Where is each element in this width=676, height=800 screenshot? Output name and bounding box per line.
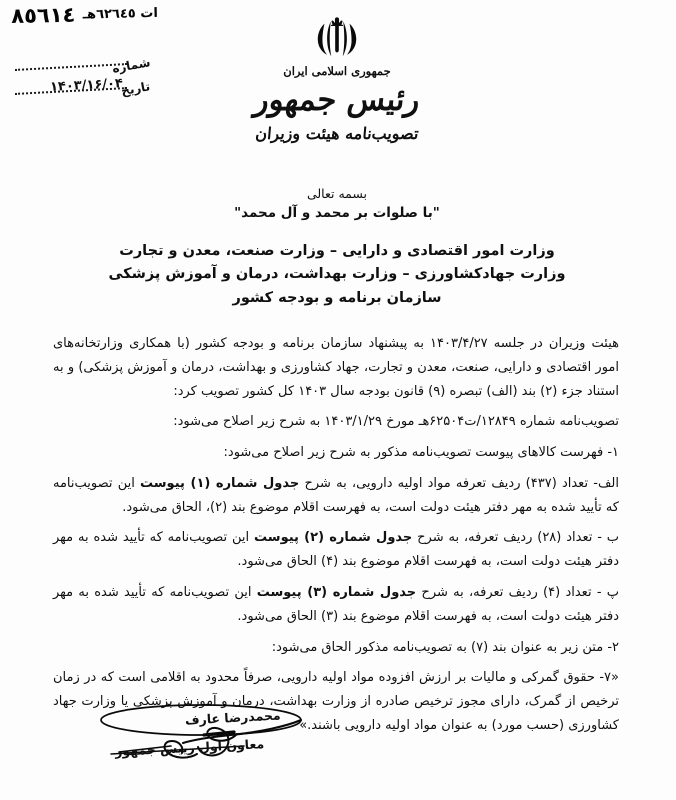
addressee-ministries xyxy=(0,240,676,310)
registration-date-label: تاریخ xyxy=(120,79,152,99)
clause-1-alef-suffix: این تصویب‌نامه که تأیید شده به مهر دفتر هیئت دولت است، به فهرست اقلام موضوع بند (۲)، الحاق می‌شود. xyxy=(54,475,620,515)
signatory-name: محمدرضا عارف xyxy=(185,707,282,728)
iran-emblem-icon xyxy=(312,8,364,60)
clause-2-heading: ۲- متن زیر به عنوان بند (۷) به تصویب‌نامه مذکور الحاق می‌شود: xyxy=(272,639,620,655)
masthead xyxy=(0,5,676,143)
stamp-reference: ات ٦٢٦٤٥هـ xyxy=(83,5,159,23)
ministry-line-1: وزارت امور اقتصادی و دارایی – وزارت صنعت، معدن و تجارت xyxy=(120,243,556,259)
handwritten-signature xyxy=(50,698,350,776)
stamp-incoming-number: ٨٥٦١٤ xyxy=(12,2,77,28)
clause-1-pe-prefix: پ - تعداد (۴) ردیف تعرفه، به شرح xyxy=(417,585,620,601)
clause-1-heading: ۱- فهرست کالاهای پیوست تصویب‌نامه مذکور به شرح زیر اصلاح می‌شود: xyxy=(224,445,620,461)
registration-number-label: شماره xyxy=(111,55,152,76)
preamble-paragraph: هیئت وزیران در جلسه ۱۴۰۳/۴/۲۷ به پیشنهاد سازمان برنامه و بودجه کشور (با همکاری وزارتخانه‌های امور اقتصادی و دارایی، صنعت، معدن و تجارت، جهاد کشاورزی و بهداشت، درمان و آموزش پزشکی) و به استناد جزء (۲) بند (الف) تبصره (۹) قانون بودجه سال ۱۴۰۳ کل کشور تصویب کرد: xyxy=(54,336,620,399)
salavat-line: "با صلوات بر محمد و آل محمد" xyxy=(235,205,441,221)
document-kind: تصویب‌نامه هیئت وزیران xyxy=(255,123,421,143)
invocation-block xyxy=(0,186,676,221)
document-body xyxy=(54,332,620,738)
clause-1-be-suffix: این تصویب‌نامه که تأیید شده به مهر دفتر هیئت دولت است، به فهرست اقلام موضوع بند (۴) الحاق می‌شود. xyxy=(54,530,620,570)
clause-1-alef-emphasis: جدول شماره (۱) پیوست xyxy=(141,475,301,491)
clause-1-be xyxy=(54,526,620,574)
signatory-title: معاون اول رییس جمهور xyxy=(115,736,266,759)
besmeh-taala: بسمه تعالی xyxy=(307,186,369,201)
clause-1-be-emphasis: جدول شماره (۲) پیوست xyxy=(255,530,414,546)
ministry-line-3: سازمان برنامه و بودجه کشور xyxy=(233,289,443,306)
registration-date-value: ۱۴۰۳/۱۶/۰۴ xyxy=(50,76,125,95)
office-title: رئیس جمهور xyxy=(253,82,423,118)
clause-1-pe xyxy=(54,581,620,629)
clause-1-pe-suffix: این تصویب‌نامه که تأیید شده به مهر دفتر هیئت دولت است، به فهرست اقلام موضوع بند (۳) الحاق می‌شود. xyxy=(54,585,620,624)
clause-1-be-prefix: ب - تعداد (۲۸) ردیف تعرفه، به شرح xyxy=(413,530,621,546)
ministry-line-2: وزارت جهادکشاورزی – وزارت بهداشت، درمان و آموزش پزشکی xyxy=(109,266,567,283)
clause-1-alef xyxy=(54,472,620,520)
signature-block xyxy=(0,702,676,782)
decree-reference-paragraph: تصویب‌نامه شماره ۱۲۸۴۹/ت۶۲۵۰۴هـ مورخ ۱۴۰۳/۱/۲۹ به شرح زیر اصلاح می‌شود: xyxy=(174,414,620,430)
clause-1-pe-emphasis: جدول شماره (۳) پیوست xyxy=(257,585,418,601)
clause-1-alef-prefix: الف- تعداد (۴۳۷) ردیف تعرفه مواد اولیه دارویی، به شرح xyxy=(300,475,620,491)
clause-2-quoted-text: «۷- حقوق گمرکی و مالیات بر ارزش افزوده مواد اولیه دارویی، صرفاً محدود به اقلامی است که در زمان ترخیص از گمرک، دارای مجوز ترخیص صادره از وزارت بهداشت، درمان و آموزش پزشکی یا وزارت جهاد کشاورزی (حسب مورد) به عنوان مواد اولیه دارویی باشند.» xyxy=(54,670,620,733)
country-name: جمهوری اسلامی ایران xyxy=(284,64,392,78)
